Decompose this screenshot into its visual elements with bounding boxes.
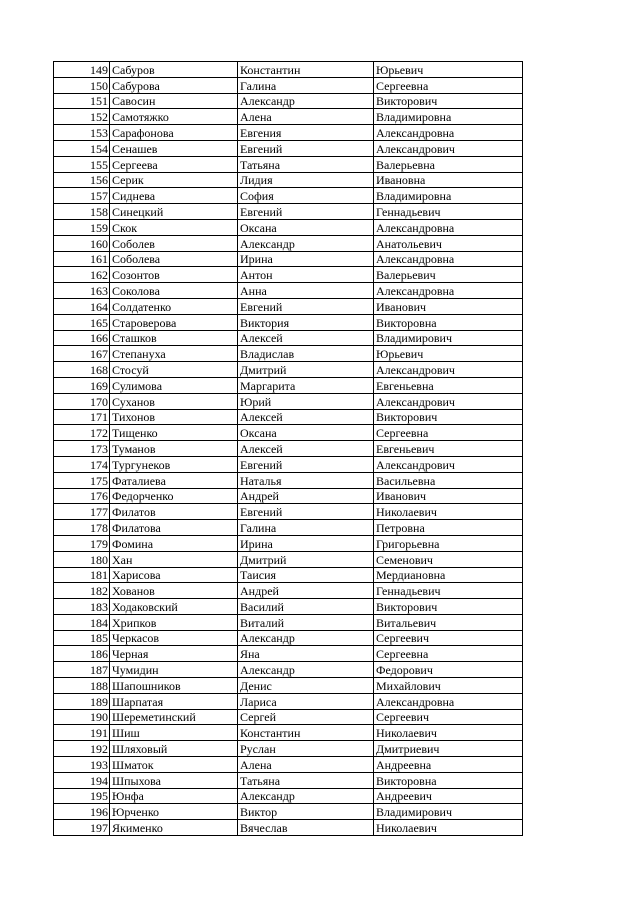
table-row [54, 614, 523, 630]
row-number-cell: 182 [54, 583, 110, 599]
table-row [54, 409, 523, 425]
patronymic-cell: Анатольевич [374, 235, 523, 251]
row-number-cell: 184 [54, 614, 110, 630]
last-name-cell: Синецкий [110, 204, 238, 220]
table-row [54, 393, 523, 409]
first-name-cell: Евгений [238, 504, 374, 520]
patronymic-cell: Сергеевна [374, 77, 523, 93]
last-name-cell: Суханов [110, 393, 238, 409]
row-number-cell: 157 [54, 188, 110, 204]
row-number-cell: 180 [54, 551, 110, 567]
last-name-cell: Шматок [110, 757, 238, 773]
row-number-cell: 188 [54, 678, 110, 694]
row-number-cell: 191 [54, 725, 110, 741]
row-number-cell: 187 [54, 662, 110, 678]
patronymic-cell: Владимирович [374, 330, 523, 346]
row-number-cell: 173 [54, 441, 110, 457]
row-number-cell: 183 [54, 599, 110, 615]
first-name-cell: Алексей [238, 441, 374, 457]
table-row [54, 93, 523, 109]
patronymic-cell: Викторович [374, 409, 523, 425]
first-name-cell: Владислав [238, 346, 374, 362]
last-name-cell: Тихонов [110, 409, 238, 425]
first-name-cell: Александр [238, 630, 374, 646]
last-name-cell: Чумидин [110, 662, 238, 678]
first-name-cell: Евгений [238, 204, 374, 220]
table-row [54, 298, 523, 314]
first-name-cell: Алена [238, 109, 374, 125]
table-row [54, 520, 523, 536]
last-name-cell: Тищенко [110, 425, 238, 441]
table-row [54, 125, 523, 141]
patronymic-cell: Викторовна [374, 772, 523, 788]
first-name-cell: Антон [238, 267, 374, 283]
first-name-cell: Юрий [238, 393, 374, 409]
patronymic-cell: Васильевна [374, 472, 523, 488]
last-name-cell: Хрипков [110, 614, 238, 630]
last-name-cell: Сташков [110, 330, 238, 346]
first-name-cell: Алена [238, 757, 374, 773]
first-name-cell: Дмитрий [238, 551, 374, 567]
patronymic-cell: Сергеевна [374, 425, 523, 441]
first-name-cell: Андрей [238, 583, 374, 599]
patronymic-cell: Петровна [374, 520, 523, 536]
table-row [54, 599, 523, 615]
row-number-cell: 169 [54, 377, 110, 393]
patronymic-cell: Федорович [374, 662, 523, 678]
row-number-cell: 163 [54, 283, 110, 299]
row-number-cell: 171 [54, 409, 110, 425]
patronymic-cell: Александровна [374, 693, 523, 709]
row-number-cell: 151 [54, 93, 110, 109]
table-row [54, 662, 523, 678]
patronymic-cell: Михайлович [374, 678, 523, 694]
patronymic-cell: Александрович [374, 140, 523, 156]
patronymic-cell: Александровна [374, 283, 523, 299]
row-number-cell: 193 [54, 757, 110, 773]
last-name-cell: Юнфа [110, 788, 238, 804]
first-name-cell: Лариса [238, 693, 374, 709]
first-name-cell: Виталий [238, 614, 374, 630]
last-name-cell: Хованов [110, 583, 238, 599]
table-row [54, 109, 523, 125]
table-row [54, 488, 523, 504]
last-name-cell: Федорченко [110, 488, 238, 504]
row-number-cell: 170 [54, 393, 110, 409]
row-number-cell: 189 [54, 693, 110, 709]
table-row [54, 504, 523, 520]
last-name-cell: Шереметинский [110, 709, 238, 725]
last-name-cell: Сабуров [110, 62, 238, 78]
table-row [54, 583, 523, 599]
patronymic-cell: Сергеевна [374, 646, 523, 662]
row-number-cell: 162 [54, 267, 110, 283]
patronymic-cell: Евгеньевна [374, 377, 523, 393]
patronymic-cell: Валерьевич [374, 267, 523, 283]
row-number-cell: 181 [54, 567, 110, 583]
patronymic-cell: Иванович [374, 298, 523, 314]
last-name-cell: Серик [110, 172, 238, 188]
table-row [54, 362, 523, 378]
table-row [54, 678, 523, 694]
table-row [54, 788, 523, 804]
last-name-cell: Черкасов [110, 630, 238, 646]
first-name-cell: Андрей [238, 488, 374, 504]
last-name-cell: Созонтов [110, 267, 238, 283]
last-name-cell: Шиш [110, 725, 238, 741]
row-number-cell: 186 [54, 646, 110, 662]
row-number-cell: 174 [54, 456, 110, 472]
patronymic-cell: Александровна [374, 125, 523, 141]
first-name-cell: Яна [238, 646, 374, 662]
last-name-cell: Сергеева [110, 156, 238, 172]
table-row [54, 456, 523, 472]
last-name-cell: Юрченко [110, 804, 238, 820]
last-name-cell: Фаталиева [110, 472, 238, 488]
last-name-cell: Черная [110, 646, 238, 662]
patronymic-cell: Владимировна [374, 188, 523, 204]
first-name-cell: Алексей [238, 330, 374, 346]
table-row [54, 804, 523, 820]
row-number-cell: 190 [54, 709, 110, 725]
row-number-cell: 175 [54, 472, 110, 488]
patronymic-cell: Андреевич [374, 788, 523, 804]
last-name-cell: Стосуй [110, 362, 238, 378]
last-name-cell: Тургунеков [110, 456, 238, 472]
row-number-cell: 160 [54, 235, 110, 251]
table-row [54, 188, 523, 204]
patronymic-cell: Геннадьевич [374, 583, 523, 599]
patronymic-cell: Юрьевич [374, 346, 523, 362]
last-name-cell: Соболева [110, 251, 238, 267]
first-name-cell: Евгения [238, 125, 374, 141]
row-number-cell: 159 [54, 219, 110, 235]
last-name-cell: Сулимова [110, 377, 238, 393]
last-name-cell: Савосин [110, 93, 238, 109]
table-row [54, 425, 523, 441]
first-name-cell: Галина [238, 520, 374, 536]
table-row [54, 741, 523, 757]
last-name-cell: Фомина [110, 535, 238, 551]
first-name-cell: Александр [238, 93, 374, 109]
last-name-cell: Шарпатая [110, 693, 238, 709]
first-name-cell: Александр [238, 235, 374, 251]
patronymic-cell: Евгеньевич [374, 441, 523, 457]
table-row [54, 551, 523, 567]
first-name-cell: Оксана [238, 219, 374, 235]
row-number-cell: 165 [54, 314, 110, 330]
table-row [54, 140, 523, 156]
row-number-cell: 156 [54, 172, 110, 188]
first-name-cell: Сергей [238, 709, 374, 725]
last-name-cell: Шляховый [110, 741, 238, 757]
last-name-cell: Якименко [110, 820, 238, 836]
table-row [54, 204, 523, 220]
patronymic-cell: Викторович [374, 93, 523, 109]
first-name-cell: Ирина [238, 251, 374, 267]
first-name-cell: Галина [238, 77, 374, 93]
table-row [54, 330, 523, 346]
row-number-cell: 176 [54, 488, 110, 504]
table-row [54, 346, 523, 362]
table-row [54, 472, 523, 488]
row-number-cell: 161 [54, 251, 110, 267]
table-row [54, 772, 523, 788]
table-row [54, 156, 523, 172]
row-number-cell: 172 [54, 425, 110, 441]
patronymic-cell: Сергеевич [374, 709, 523, 725]
patronymic-cell: Владимирович [374, 804, 523, 820]
first-name-cell: Александр [238, 662, 374, 678]
patronymic-cell: Викторовна [374, 314, 523, 330]
table-row [54, 820, 523, 836]
row-number-cell: 194 [54, 772, 110, 788]
row-number-cell: 195 [54, 788, 110, 804]
last-name-cell: Сиднева [110, 188, 238, 204]
table-row [54, 267, 523, 283]
first-name-cell: Татьяна [238, 156, 374, 172]
table-row [54, 630, 523, 646]
patronymic-cell: Мердиановна [374, 567, 523, 583]
table-row [54, 172, 523, 188]
last-name-cell: Солдатенко [110, 298, 238, 314]
patronymic-cell: Юрьевич [374, 62, 523, 78]
first-name-cell: Руслан [238, 741, 374, 757]
table-row [54, 377, 523, 393]
row-number-cell: 168 [54, 362, 110, 378]
last-name-cell: Харисова [110, 567, 238, 583]
row-number-cell: 166 [54, 330, 110, 346]
row-number-cell: 155 [54, 156, 110, 172]
row-number-cell: 192 [54, 741, 110, 757]
table-row [54, 757, 523, 773]
table-row [54, 709, 523, 725]
first-name-cell: Оксана [238, 425, 374, 441]
row-number-cell: 177 [54, 504, 110, 520]
last-name-cell: Сабурова [110, 77, 238, 93]
row-number-cell: 196 [54, 804, 110, 820]
patronymic-cell: Геннадьевич [374, 204, 523, 220]
first-name-cell: Татьяна [238, 772, 374, 788]
patronymic-cell: Семенович [374, 551, 523, 567]
patronymic-cell: Николаевич [374, 820, 523, 836]
row-number-cell: 185 [54, 630, 110, 646]
table-body [54, 62, 523, 836]
first-name-cell: Алексей [238, 409, 374, 425]
first-name-cell: Денис [238, 678, 374, 694]
patronymic-cell: Витальевич [374, 614, 523, 630]
last-name-cell: Шпыхова [110, 772, 238, 788]
first-name-cell: Лидия [238, 172, 374, 188]
patronymic-cell: Александрович [374, 393, 523, 409]
patronymic-cell: Николаевич [374, 725, 523, 741]
table-row [54, 646, 523, 662]
row-number-cell: 164 [54, 298, 110, 314]
table-row [54, 693, 523, 709]
last-name-cell: Степануха [110, 346, 238, 362]
row-number-cell: 150 [54, 77, 110, 93]
first-name-cell: Маргарита [238, 377, 374, 393]
first-name-cell: Ирина [238, 535, 374, 551]
patronymic-cell: Сергеевич [374, 630, 523, 646]
last-name-cell: Сенашев [110, 140, 238, 156]
row-number-cell: 149 [54, 62, 110, 78]
table-row [54, 314, 523, 330]
table-row [54, 251, 523, 267]
last-name-cell: Староверова [110, 314, 238, 330]
table-row [54, 441, 523, 457]
last-name-cell: Соколова [110, 283, 238, 299]
patronymic-cell: Александровна [374, 219, 523, 235]
patronymic-cell: Андреевна [374, 757, 523, 773]
first-name-cell: Александр [238, 788, 374, 804]
table-row [54, 535, 523, 551]
table-row [54, 219, 523, 235]
first-name-cell: Дмитрий [238, 362, 374, 378]
last-name-cell: Сарафонова [110, 125, 238, 141]
first-name-cell: Василий [238, 599, 374, 615]
first-name-cell: София [238, 188, 374, 204]
patronymic-cell: Валерьевна [374, 156, 523, 172]
last-name-cell: Филатов [110, 504, 238, 520]
last-name-cell: Соболев [110, 235, 238, 251]
last-name-cell: Ходаковский [110, 599, 238, 615]
patronymic-cell: Владимировна [374, 109, 523, 125]
patronymic-cell: Ивановна [374, 172, 523, 188]
patronymic-cell: Александровна [374, 251, 523, 267]
last-name-cell: Шапошников [110, 678, 238, 694]
patronymic-cell: Николаевич [374, 504, 523, 520]
first-name-cell: Евгений [238, 456, 374, 472]
names-table [53, 61, 523, 836]
table-row [54, 77, 523, 93]
last-name-cell: Филатова [110, 520, 238, 536]
table-row [54, 235, 523, 251]
table-row [54, 283, 523, 299]
table-row [54, 62, 523, 78]
table-row [54, 567, 523, 583]
row-number-cell: 154 [54, 140, 110, 156]
row-number-cell: 152 [54, 109, 110, 125]
first-name-cell: Таисия [238, 567, 374, 583]
table-row [54, 725, 523, 741]
first-name-cell: Евгений [238, 298, 374, 314]
first-name-cell: Анна [238, 283, 374, 299]
patronymic-cell: Дмитриевич [374, 741, 523, 757]
last-name-cell: Туманов [110, 441, 238, 457]
first-name-cell: Константин [238, 62, 374, 78]
patronymic-cell: Григорьевна [374, 535, 523, 551]
row-number-cell: 153 [54, 125, 110, 141]
last-name-cell: Хан [110, 551, 238, 567]
row-number-cell: 179 [54, 535, 110, 551]
first-name-cell: Евгений [238, 140, 374, 156]
first-name-cell: Виктория [238, 314, 374, 330]
patronymic-cell: Александрович [374, 362, 523, 378]
row-number-cell: 167 [54, 346, 110, 362]
first-name-cell: Вячеслав [238, 820, 374, 836]
row-number-cell: 178 [54, 520, 110, 536]
patronymic-cell: Иванович [374, 488, 523, 504]
last-name-cell: Скок [110, 219, 238, 235]
patronymic-cell: Викторович [374, 599, 523, 615]
row-number-cell: 158 [54, 204, 110, 220]
first-name-cell: Наталья [238, 472, 374, 488]
row-number-cell: 197 [54, 820, 110, 836]
first-name-cell: Виктор [238, 804, 374, 820]
patronymic-cell: Александрович [374, 456, 523, 472]
last-name-cell: Самотяжко [110, 109, 238, 125]
first-name-cell: Константин [238, 725, 374, 741]
